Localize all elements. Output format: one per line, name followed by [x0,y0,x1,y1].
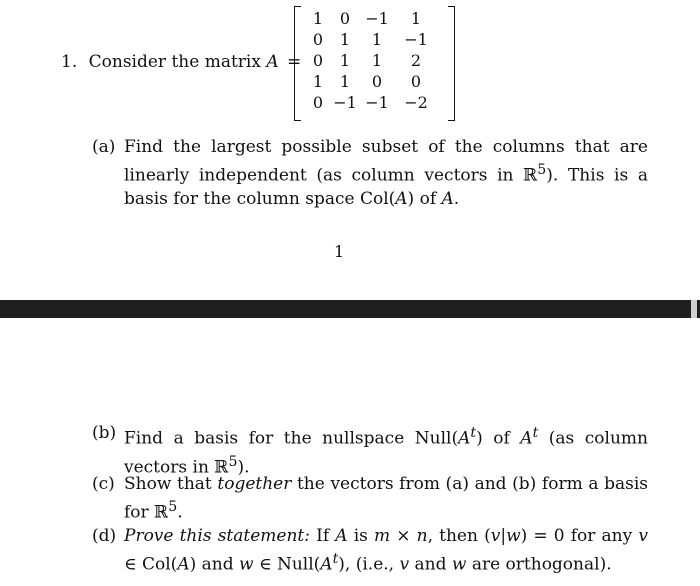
part-b-label: (b) [92,423,117,443]
matrix-cell: 0 [312,30,324,49]
part-d [92,525,648,575]
part-c-text: Show that together the vectors from (a) and (b) form a basis for ℝ$^5$. [124,474,648,523]
divider-edge-mark [691,300,697,318]
matrix-cell: 1 [339,72,351,91]
problem-number: 1. [61,52,78,72]
matrix-cell: −1 [365,93,389,112]
matrix-cell: 2 [410,51,422,70]
matrix-cell: 0 [339,9,351,28]
page-lower-sheet [0,318,700,586]
page-number: 1 [334,242,345,261]
matrix-symbol: A [266,52,279,72]
matrix-cell: −1 [365,9,389,28]
part-a-label: (a) [92,137,116,157]
matrix-cell: 1 [312,9,324,28]
matrix-cell: 1 [312,72,324,91]
matrix-right-bracket [448,6,455,121]
page-divider [0,300,700,318]
equals-sign: = [287,52,302,72]
problem-intro: Consider the matrix [88,52,261,72]
matrix-cell: 1 [339,51,351,70]
problem-statement [61,51,301,73]
matrix-a [294,6,455,119]
matrix-cell: 0 [410,72,422,91]
part-b-text: Find a basis for the nullspace $Null(A^t)$ of $A^t$ (as column vectors in ℝ$^5$). [124,425,648,478]
matrix-cell: 1 [339,30,351,49]
part-d-text: Prove this statement: If A is m × n, then (v|w) = 0 for any v ∈ Col(A) and w ∈ $Null(A^t)$, (i.e., v and w are orthogonal). [124,526,648,575]
part-a [92,136,648,209]
part-c-label: (c) [92,474,115,494]
part-a-text: Find the largest possible subset of the columns that are linearly independent (as column vectors in ℝ$^5$). This is a basis for the column space Col(A) of A. [124,137,648,209]
part-c [92,473,648,523]
matrix-cell: −2 [404,93,428,112]
matrix-cell: 1 [410,9,422,28]
matrix-cell: 0 [371,72,383,91]
matrix-cell: 1 [371,30,383,49]
matrix-cell: 0 [312,93,324,112]
matrix-cell: 1 [371,51,383,70]
part-d-label: (d) [92,526,117,546]
matrix-cell: −1 [333,93,357,112]
matrix-cell: −1 [404,30,428,49]
matrix-cell: 0 [312,51,324,70]
part-b [92,422,648,478]
